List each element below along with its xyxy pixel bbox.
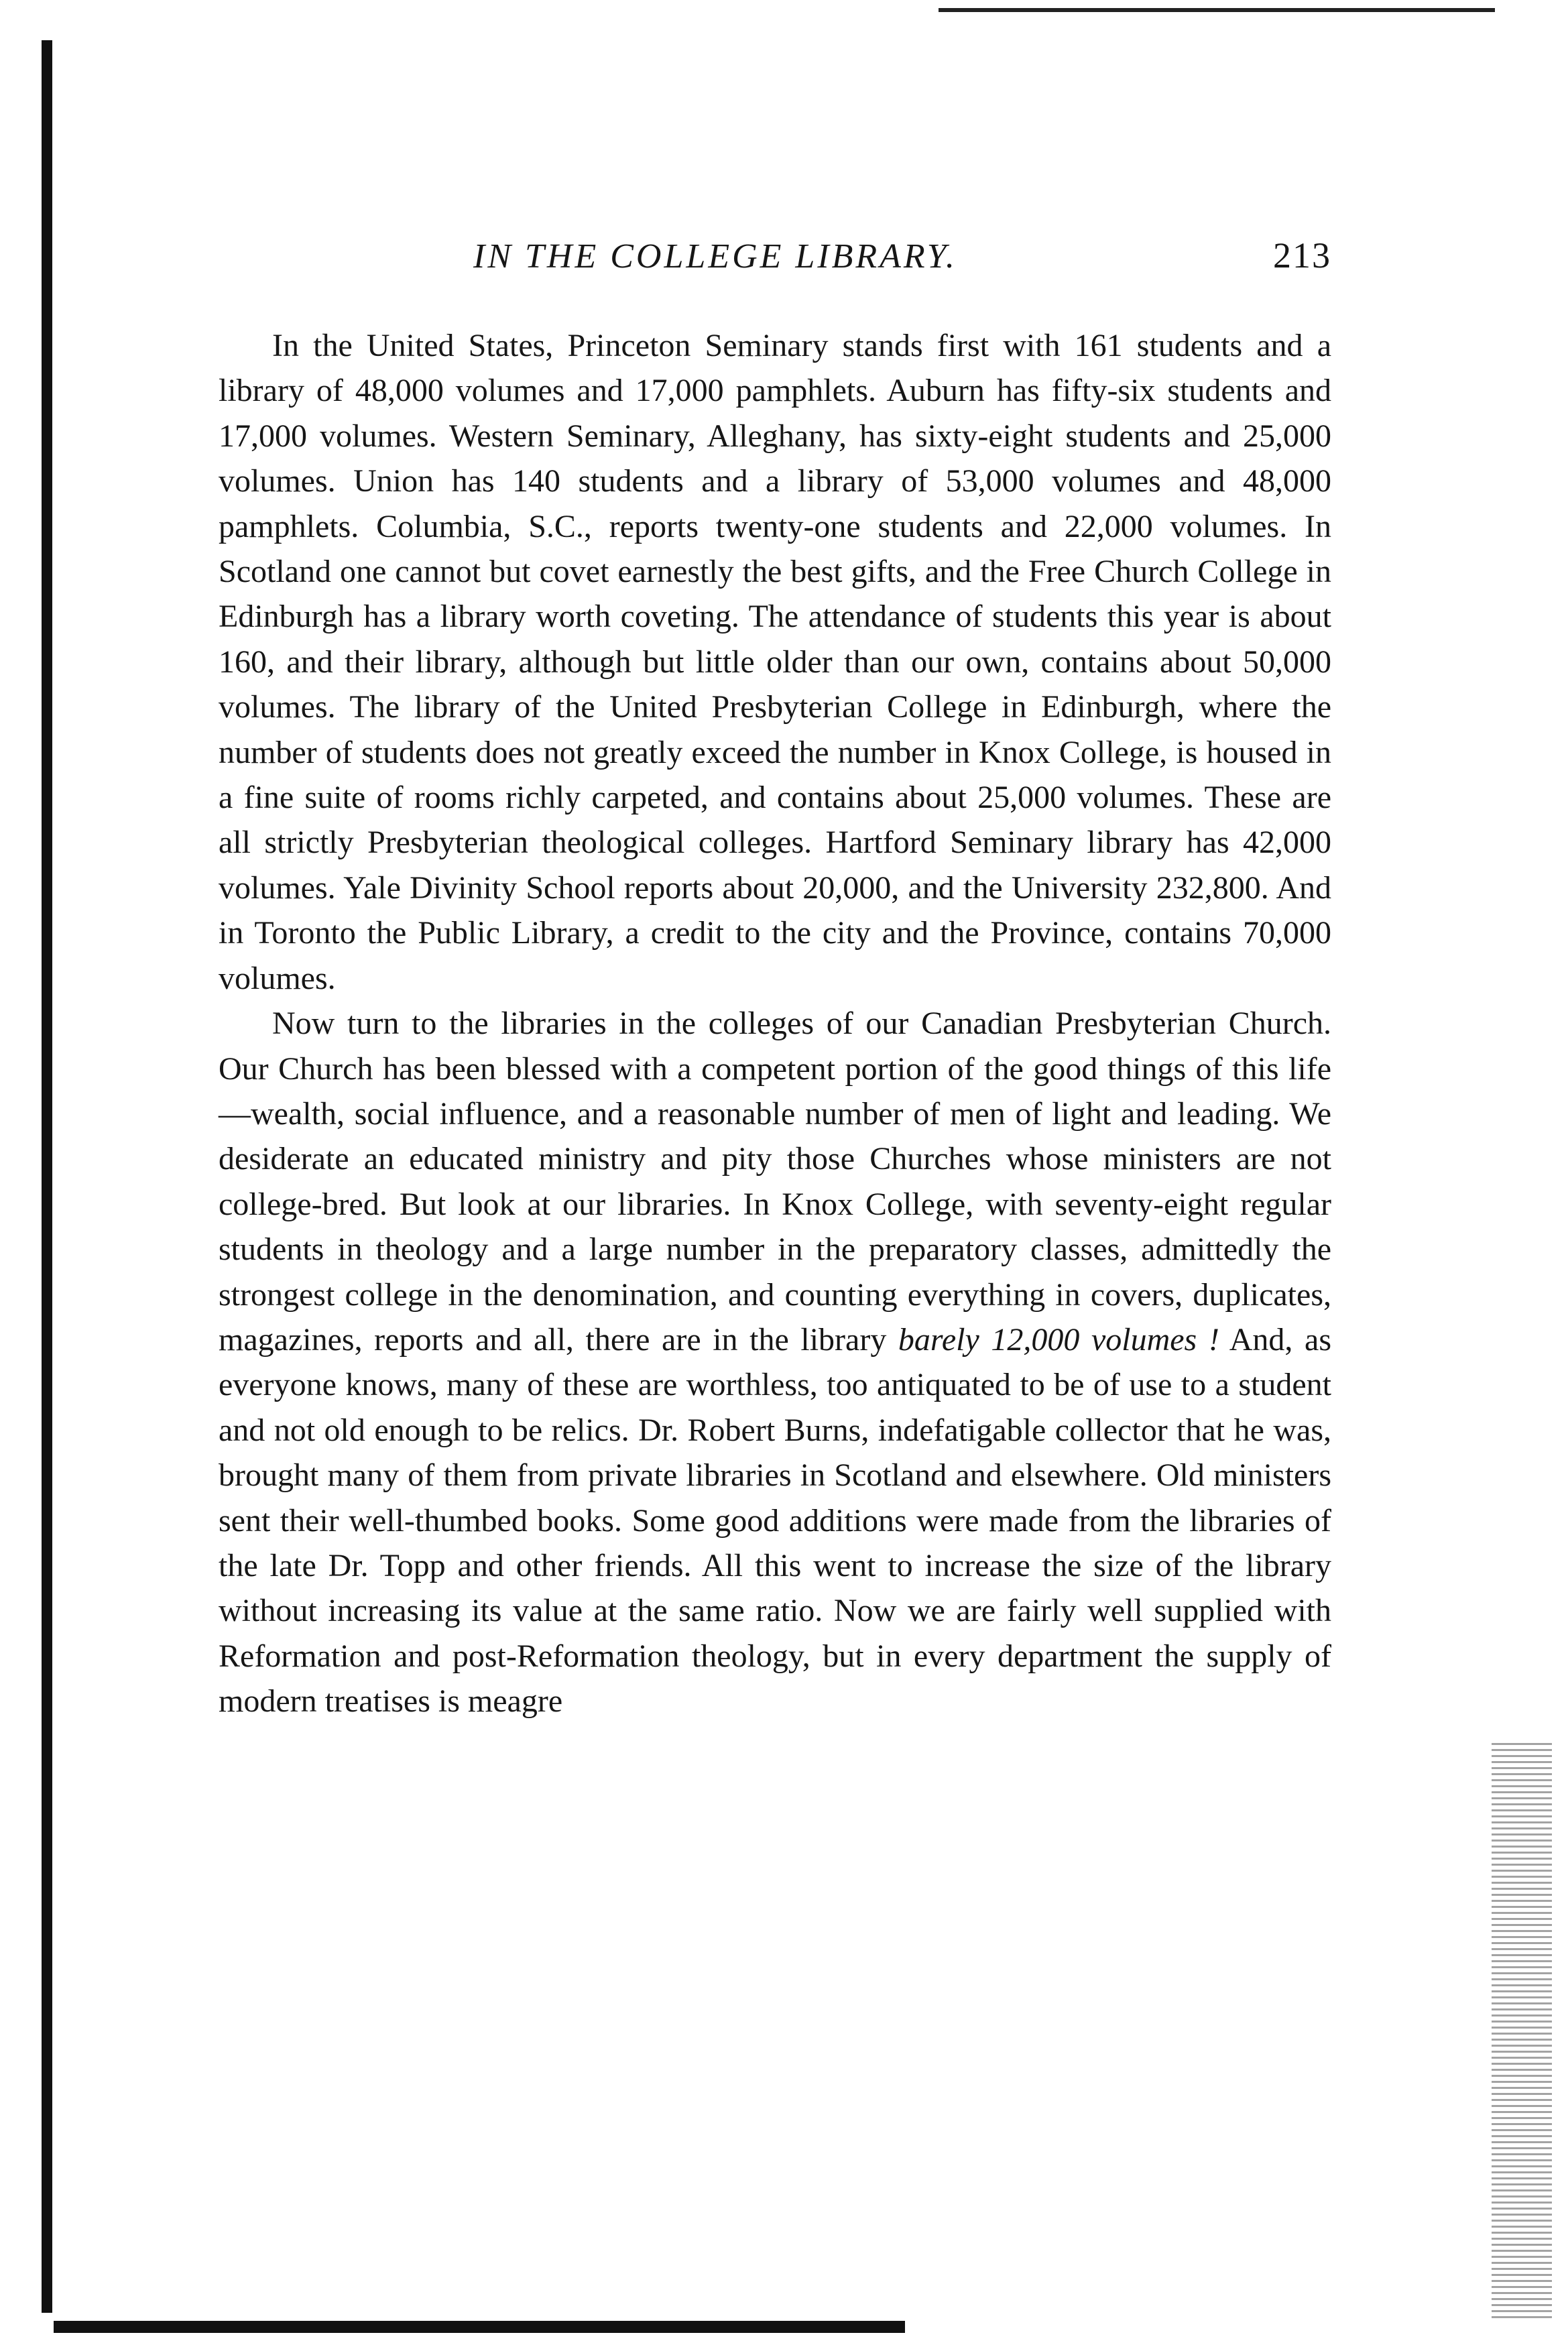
running-title: IN THE COLLEGE LIBRARY. — [473, 237, 957, 276]
paragraph-2-after-emphasis: And, as everyone knows, many of these are worthless, too antiquated to be of use to a student and not old enough to be relics. Dr. Robert Burns, indefatigable collector that he was, brought many of them from private libraries in Scotland and elsewhere. Old ministers sent their well-thumbed books. Some good additions were made from the libraries of the late Dr. Topp and other friends. All this went to increase the size of the library without increasing its value at the same ratio. Now we are fairly well supplied with Reformation and post-Reformation theology, but in every department the supply of modern treatises is meagre — [219, 1321, 1332, 1720]
page-number: 213 — [1273, 235, 1331, 276]
scan-edge-top — [939, 8, 1495, 12]
paragraph-2 — [219, 1001, 1331, 1724]
paragraph-2-before-emphasis: Now turn to the libraries in the colleges of our Canadian Presbyterian Church. Our Church has been blessed with a competent portion of the good things of this life—wealth, social influence, and a reasonable number of men of light and leading. We desiderate an educated ministry and pity those Churches whose ministers are not college-bred. But look at our libraries. In Knox College, with seventy-eight regular students in theology and a large number in the preparatory classes, admittedly the strongest college in the denomination, and counting everything in covers, duplicates, magazines, reports and all, there are in the library — [219, 1006, 1331, 1358]
scan-edge-left — [42, 40, 52, 2313]
paragraph-1: In the United States, Princeton Seminary stands first with 161 students and a library of 48,000 volumes and 17,000 pamphlets. Auburn has fifty-six students and 17,000 volumes. Western Seminary, Alleghany, has sixty-eight students and 25,000 volumes. Union has 140 students and a library of 53,000 volumes and 48,000 pamphlets. Columbia, S.C., reports twenty-one students and 22,000 volumes. In Scotland one cannot but covet earnestly the best gifts, and the Free Church College in Edinburgh has a library worth coveting. The attendance of students this year is about 160, and their library, although but little older than our own, contains about 50,000 volumes. The library of the United Presbyterian College in Edinburgh, where the number of students does not greatly exceed the number in Knox College, is housed in a fine suite of rooms richly carpeted, and contains about 25,000 volumes. These are all strictly Presbyterian theological colleges. Hartford Seminary library has 42,000 volumes. Yale Divinity School reports about 20,000, and the University 232,800. And in Toronto the Public Library, a credit to the city and the Province, contains 70,000 volumes. — [219, 328, 1331, 996]
running-header — [219, 235, 1331, 296]
paragraph-2-emphasis: barely 12,000 volumes ! — [898, 1321, 1219, 1358]
scan-edge-bottom — [54, 2321, 905, 2333]
scan-noise-right — [1492, 1743, 1552, 2320]
document-page — [219, 235, 1331, 1724]
